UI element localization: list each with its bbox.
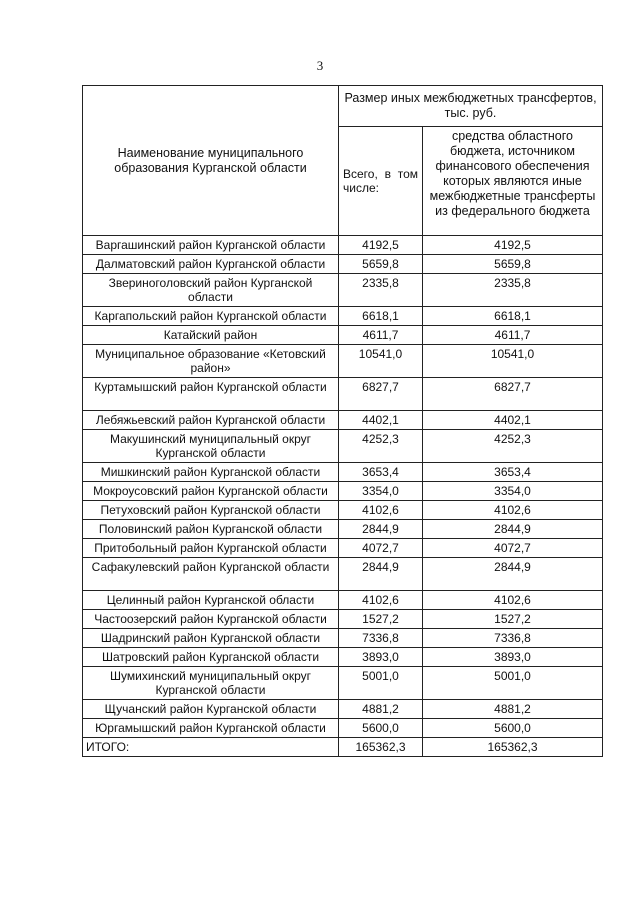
table-row <box>83 667 603 700</box>
table-row <box>83 307 603 326</box>
total-cell: 5001,0 <box>339 667 423 700</box>
federal-cell: 4192,5 <box>423 236 603 255</box>
total-cell: 4192,5 <box>339 236 423 255</box>
table-row <box>83 255 603 274</box>
transfers-table <box>82 85 603 757</box>
table-row <box>83 648 603 667</box>
table-body <box>83 236 603 738</box>
federal-cell: 7336,8 <box>423 629 603 648</box>
total-cell: 5659,8 <box>339 255 423 274</box>
total-cell: 4611,7 <box>339 326 423 345</box>
table-row <box>83 591 603 610</box>
municipality-name-cell: Муниципальное образование «Кетовский район» <box>83 345 339 378</box>
total-cell: 4402,1 <box>339 411 423 430</box>
municipality-name-cell: Макушинский муниципальный округ Курганской области <box>83 430 339 463</box>
municipality-name-cell: Катайский район <box>83 326 339 345</box>
municipality-name-cell: Мокроусовский район Курганской области <box>83 482 339 501</box>
table-row <box>83 326 603 345</box>
total-cell: 6827,7 <box>339 378 423 411</box>
federal-cell: 4611,7 <box>423 326 603 345</box>
municipality-name-cell: Лебяжьевский район Курганской области <box>83 411 339 430</box>
federal-cell: 4252,3 <box>423 430 603 463</box>
federal-cell: 4072,7 <box>423 539 603 558</box>
federal-cell: 5600,0 <box>423 719 603 738</box>
federal-cell: 4102,6 <box>423 501 603 520</box>
total-cell: 4102,6 <box>339 591 423 610</box>
municipality-name-cell: Частоозерский район Курганской области <box>83 610 339 629</box>
federal-cell: 2844,9 <box>423 520 603 539</box>
federal-cell: 6827,7 <box>423 378 603 411</box>
table-row <box>83 501 603 520</box>
municipality-name-cell: Петуховский район Курганской области <box>83 501 339 520</box>
municipality-name-cell: Шатровский район Курганской области <box>83 648 339 667</box>
total-cell: 2335,8 <box>339 274 423 307</box>
municipality-name-cell: Далматовский район Курганской области <box>83 255 339 274</box>
federal-cell: 1527,2 <box>423 610 603 629</box>
table-row <box>83 274 603 307</box>
header-federal-column: средства областного бюджета, источником финансового обеспечения которых являются иные межбюджетные трансферты из федерального бюджета <box>423 127 603 236</box>
total-cell: 3354,0 <box>339 482 423 501</box>
table-row <box>83 700 603 719</box>
total-cell: 4102,6 <box>339 501 423 520</box>
municipality-name-cell: Сафакулевский район Курганской области <box>83 558 339 591</box>
municipality-name-cell: Шадринский район Курганской области <box>83 629 339 648</box>
total-cell: 3653,4 <box>339 463 423 482</box>
federal-cell: 4102,6 <box>423 591 603 610</box>
municipality-name-cell: Юргамышский район Курганской области <box>83 719 339 738</box>
total-federal-value: 165362,3 <box>423 738 603 757</box>
total-cell: 4072,7 <box>339 539 423 558</box>
table-row <box>83 463 603 482</box>
table-total-row <box>83 738 603 757</box>
table-row <box>83 629 603 648</box>
table-row <box>83 236 603 255</box>
header-row-1 <box>83 86 603 127</box>
federal-cell: 3893,0 <box>423 648 603 667</box>
total-cell: 3893,0 <box>339 648 423 667</box>
federal-cell: 5659,8 <box>423 255 603 274</box>
federal-cell: 2844,9 <box>423 558 603 591</box>
header-total-column: Всего, в том числе: <box>339 127 423 236</box>
table-row <box>83 719 603 738</box>
total-cell: 2844,9 <box>339 520 423 539</box>
municipality-name-cell: Куртамышский район Курганской области <box>83 378 339 411</box>
total-label: ИТОГО: <box>83 738 339 757</box>
municipality-name-cell: Варгашинский район Курганской области <box>83 236 339 255</box>
federal-cell: 3354,0 <box>423 482 603 501</box>
federal-cell: 5001,0 <box>423 667 603 700</box>
header-size-group: Размер иных межбюджетных трансфертов, тыс. руб. <box>339 86 603 127</box>
federal-cell: 4881,2 <box>423 700 603 719</box>
total-cell: 4252,3 <box>339 430 423 463</box>
table-row <box>83 345 603 378</box>
table-row <box>83 411 603 430</box>
federal-cell: 2335,8 <box>423 274 603 307</box>
municipality-name-cell: Шумихинский муниципальный округ Курганской области <box>83 667 339 700</box>
total-cell: 6618,1 <box>339 307 423 326</box>
municipality-name-cell: Половинский район Курганской области <box>83 520 339 539</box>
total-cell: 4881,2 <box>339 700 423 719</box>
federal-cell: 6618,1 <box>423 307 603 326</box>
federal-cell: 4402,1 <box>423 411 603 430</box>
total-cell: 1527,2 <box>339 610 423 629</box>
municipality-name-cell: Звериноголовский район Курганской области <box>83 274 339 307</box>
total-cell: 10541,0 <box>339 345 423 378</box>
total-value: 165362,3 <box>339 738 423 757</box>
municipality-name-cell: Притобольный район Курганской области <box>83 539 339 558</box>
header-name-column: Наименование муниципального образования Курганской области <box>83 86 339 236</box>
federal-cell: 10541,0 <box>423 345 603 378</box>
municipality-name-cell: Каргапольский район Курганской области <box>83 307 339 326</box>
federal-cell: 3653,4 <box>423 463 603 482</box>
municipality-name-cell: Щучанский район Курганской области <box>83 700 339 719</box>
table-row <box>83 520 603 539</box>
municipality-name-cell: Мишкинский район Курганской области <box>83 463 339 482</box>
municipality-name-cell: Целинный район Курганской области <box>83 591 339 610</box>
table-row <box>83 558 603 591</box>
total-cell: 2844,9 <box>339 558 423 591</box>
table-row <box>83 430 603 463</box>
total-cell: 5600,0 <box>339 719 423 738</box>
table-row <box>83 610 603 629</box>
page-number: 3 <box>316 58 324 73</box>
table-row <box>83 539 603 558</box>
total-cell: 7336,8 <box>339 629 423 648</box>
table-row <box>83 482 603 501</box>
table-row <box>83 378 603 411</box>
